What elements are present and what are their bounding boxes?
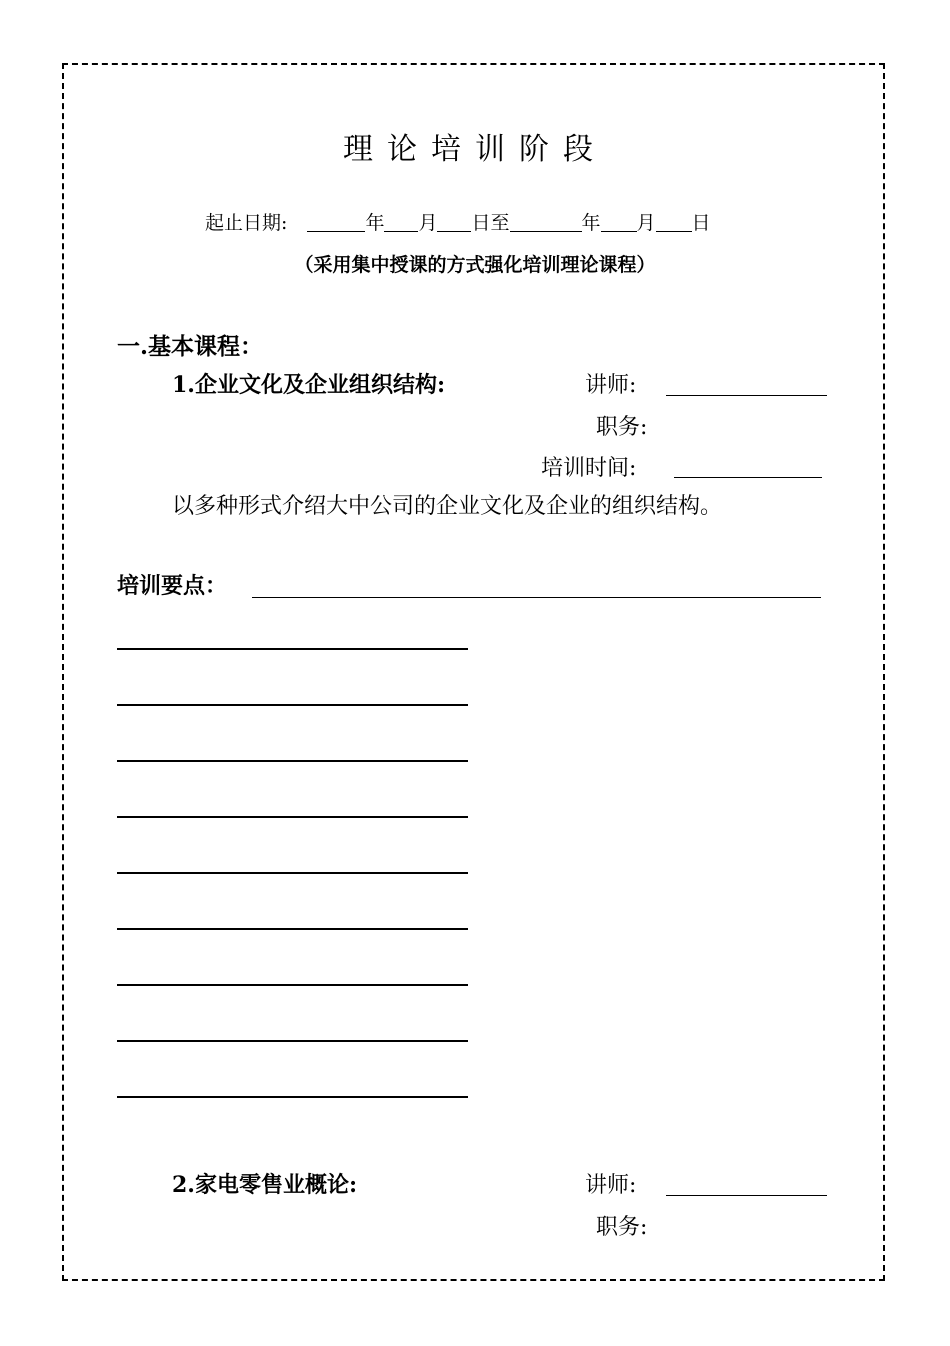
page-title: 理论培训阶段 [343, 132, 607, 167]
start-month-blank[interactable] [384, 211, 418, 232]
training-point-line[interactable] [117, 816, 468, 818]
start-day-unit: 日至 [471, 212, 510, 234]
training-point-line[interactable] [117, 648, 468, 650]
course-1-title: 1.企业文化及企业组织结构: [172, 372, 446, 398]
training-point-line[interactable] [117, 984, 468, 986]
course-1-time-label: 培训时间: [541, 456, 637, 481]
course-2-position-label: 职务: [596, 1215, 648, 1240]
course-2-title: 2.家电零售业概论: [172, 1172, 358, 1198]
end-day-blank[interactable] [656, 211, 692, 232]
training-point-line[interactable] [117, 928, 468, 930]
training-point-line[interactable] [117, 1096, 468, 1098]
section-heading-basic-courses: 一.基本课程： [117, 333, 264, 360]
end-year-blank[interactable] [510, 211, 582, 232]
course-1-time-field[interactable] [674, 452, 822, 478]
training-point-line[interactable] [117, 872, 468, 874]
course-2-instructor-label: 讲师: [585, 1173, 637, 1198]
start-year-blank[interactable] [307, 211, 365, 232]
training-point-line[interactable] [117, 1040, 468, 1042]
training-point-line[interactable] [117, 704, 468, 706]
start-year-unit: 年 [365, 212, 385, 234]
training-points-label: 培训要点： [117, 573, 228, 599]
course-1-position-label: 职务: [596, 415, 648, 440]
training-points-field[interactable] [252, 572, 821, 598]
end-month-blank[interactable] [601, 211, 637, 232]
end-day-unit: 日 [691, 212, 711, 234]
date-range-label: 起止日期: [205, 212, 288, 234]
start-day-blank[interactable] [437, 211, 471, 232]
dashed-page-border [62, 63, 885, 1281]
course-1-instructor-field[interactable] [666, 370, 827, 396]
start-month-unit: 月 [418, 212, 438, 234]
end-month-unit: 月 [636, 212, 656, 234]
course-1-instructor-label: 讲师: [585, 373, 637, 398]
training-point-line[interactable] [117, 760, 468, 762]
course-2-instructor-field[interactable] [666, 1170, 827, 1196]
end-year-unit: 年 [581, 212, 601, 234]
subtitle: （采用集中授课的方式强化培训理论课程） [294, 254, 656, 276]
course-1-description: 以多种形式介绍大中公司的企业文化及企业的组织结构。 [172, 494, 723, 519]
date-range-line [205, 208, 711, 235]
